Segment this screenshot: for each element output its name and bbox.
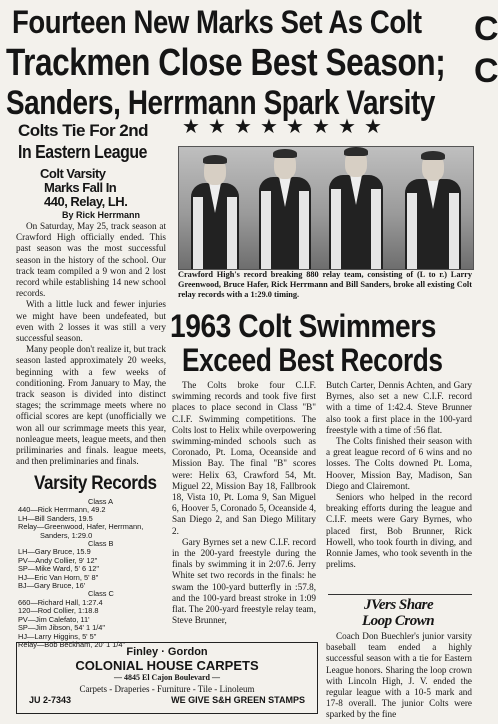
relay-team-photo: [178, 146, 474, 270]
records-line: HJ—Eric Van Horn, 5' 8": [18, 572, 99, 582]
records-title: Varsity Records: [34, 473, 157, 494]
swim-paragraph: Seniors who helped in the record breaking efforts during the league and C.I.F. meets were Gary Byrnes, who placed first, Bob Brunner, Rick Howell, who took fourth in diving, and Ronnie James, who took seventh in the prelims.: [326, 492, 472, 570]
colonial-house-carpets-ad: [16, 639, 318, 714]
team-member-figure: [329, 149, 383, 269]
star-icon: ★: [234, 116, 252, 138]
byline: By Rick Herrmann: [62, 210, 141, 220]
records-line: 660—Richard Hall, 1:27.4: [18, 597, 103, 607]
records-class-a: Class A: [88, 497, 114, 506]
track-article-body: [16, 221, 166, 467]
headline-right-edge: C C: [474, 10, 498, 90]
track-subhead-3a: Colt Varsity: [40, 166, 106, 181]
track-paragraph-3: Many people don't realize it, but track season lasted approximately 20 weeks, beginning with a few weeks of conditioning. From January to May, the track season is divided into distinct stages; the scrimmage meets where no official scores are kept (unofficially we won all our scrimmage meets this year, nonleague meets, league meets, and then priliminaries and finals. league meets, and then preliminaries and finals.: [16, 344, 166, 467]
records-line: PV—Jim Calefato, 11': [18, 614, 90, 624]
records-line: 440—Rick Herrmann, 49.2: [18, 505, 106, 515]
swim-paragraph: The Colts finished their season with a great league record of 6 wins and no losses. The Colts downed Pt. Loma, Hoover, Mission Bay, Madison, San Diego and Clairemont.: [326, 436, 472, 491]
photo-caption: Crawford High's record breaking 880 relay team, consisting of (L to r.) Larry Greenwood, Bruce Hafer, Rick Herrmann and Bill Sanders, broke all existing Colt relay records with a 1:29.0 timing.: [178, 270, 472, 299]
records-line: PV—Andy Collier, 9' 12": [18, 555, 98, 565]
star-icon: ★: [260, 116, 278, 138]
track-subhead-1: Colts Tie For 2nd: [18, 121, 149, 140]
swim-paragraph: Butch Carter, Dennis Achten, and Gary Byrnes, also set a new C.I.F. record with a time of 1:42.4. Steve Brunner also took a first place in the 100-yard freestyle with a time of :56 flat.: [326, 380, 472, 435]
swim-column-2: [326, 380, 472, 570]
ad-line-2: COLONIAL HOUSE CARPETS: [75, 658, 259, 673]
ad-address: — 4845 El Cajon Boulevard —: [113, 673, 220, 682]
jvers-paragraph: Coach Don Buechler's junior varsity baseball team ended a highly successful season with a tie for Eastern League honors. Sharing the loop crown with Lincoln High, J. V. ended the regular league with a 10-5 mark and 17-8 overall. The junior Colts were sparked by the fine: [326, 631, 472, 720]
records-line: Relay—Greenwood, Hafer, Herrmann,: [18, 522, 144, 532]
star-icon: ★: [312, 116, 330, 138]
records-box: [18, 498, 166, 649]
star-icon: ★: [338, 116, 356, 138]
star-icon: ★: [182, 116, 200, 138]
star-icon: ★: [208, 116, 226, 138]
ad-stamps: WE GIVE S&H GREEN STAMPS: [171, 695, 305, 705]
headline-line-1: Fourteen New Marks Set As Colt: [12, 4, 422, 40]
records-line: 120—Rod Collier, 1:18.8: [18, 606, 99, 616]
swim-headline-1: 1963 Colt Swimmers: [170, 308, 436, 344]
swim-headline-2: Exceed Best Records: [182, 342, 443, 378]
star-icon: ★: [286, 116, 304, 138]
records-line: BJ—Gary Bruce, 16': [18, 581, 86, 591]
ad-line-1: Finley · Gordon: [126, 646, 208, 658]
records-class-c: Class C: [88, 589, 114, 599]
jvers-divider: [328, 594, 472, 595]
track-subhead-3b: Marks Fall In: [44, 180, 117, 195]
jvers-title-1: JVers Share: [364, 597, 434, 613]
records-line: LH—Gary Bruce, 15.9: [18, 547, 91, 557]
team-member-figure: [259, 151, 311, 269]
track-paragraph-2: With a little luck and fewer injuries we might have been undefeated, but even with 2 losses it was still a very successful season.: [16, 299, 166, 344]
track-paragraph-1: On Saturday, May 25, track season at Crawford High officially ended. This past season was the most successful season in the history of the school. Our track team compiled a 9 won and 2 lost record while establishing 14 new school records.: [16, 221, 166, 299]
records-class-b: Class B: [88, 539, 114, 549]
headline-line-2: Trackmen Close Best Season;: [6, 42, 446, 84]
swim-paragraph: The Colts broke four C.I.F. swimming records and took five first places to place second in Class "B" C.I.F. Swimming competitions. The Colts lost to Helix while overpowering swimming-minded schools such as Coronado, Pt. Loma, Oceanside and Mission Bay. The final "B" scores were: Helix 63, Crawford 54, Mt. Miguel 22, Mission Bay 18, Fallbrook 18, Vista 10, Pt. Loma 9, San Miguel 6, Hoover 5, Coronado 5, Oceanside 4, San Diego 2, and San Diego Military 2.: [172, 380, 316, 536]
headline-line-3: Sanders, Herrmann Spark Varsity: [6, 84, 435, 122]
records-line: LH—Bill Sanders, 19.5: [18, 513, 93, 523]
records-line: Relay—Bob Beckham, 20' 1 1/4": [18, 639, 126, 649]
jvers-title-2: Loop Crown: [362, 613, 435, 629]
records-line: HJ—Larry Higgins, 5' 5": [18, 631, 97, 641]
ad-services: Carpets - Draperies - Furniture - Tile - Linoleum: [79, 684, 255, 694]
track-subhead-3c: 440, Relay, LH.: [44, 194, 128, 209]
records-line: SP—Jim Jibson, 54' 1 1/4": [18, 623, 106, 633]
records-line: SP—Mike Ward, 5' 6 12": [18, 564, 99, 574]
swim-paragraph: Gary Byrnes set a new C.I.F. record in the 200-yard freestyle during the finals by swimming it in 2:07.6. Jerry White set two records in the finals: he swam the 100-yard butterfly in :57.8, and the 100-yard breast stroke in 1:09 flat. The 200-yard freestyle relay team, Steve Brunner,: [172, 536, 316, 626]
ad-phone: JU 2-7343: [29, 695, 72, 705]
team-member-figure: [405, 153, 461, 269]
records-line: Sanders, 1:29.0: [40, 530, 93, 540]
swim-column-1: [172, 380, 316, 626]
star-icon: ★: [364, 116, 382, 138]
star-row: [178, 117, 386, 138]
track-subhead-2: In Eastern League: [18, 142, 147, 162]
team-member-figure: [191, 157, 239, 269]
jvers-body: [326, 631, 472, 721]
